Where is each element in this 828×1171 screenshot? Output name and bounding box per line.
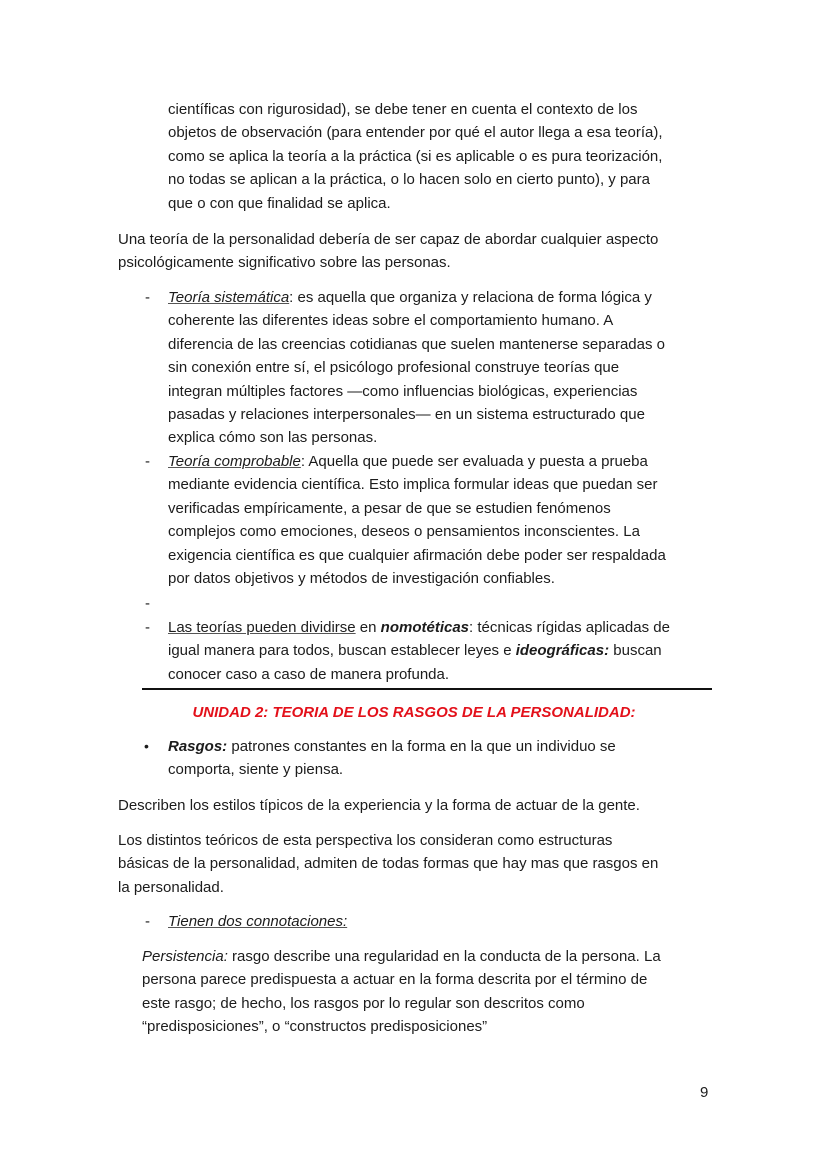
paragraph-intro bbox=[118, 228, 658, 275]
text-segment: Una teoría de la personalidad debería de ser capaz de abordar cualquier aspecto bbox=[118, 231, 659, 248]
emphasized-text: Teoría sistemática bbox=[168, 289, 290, 306]
text-line bbox=[168, 567, 666, 590]
text-line bbox=[142, 968, 661, 991]
text-segment: patrones constantes en la forma en la que un individuo se bbox=[227, 738, 616, 755]
list-dash: - bbox=[145, 289, 150, 306]
list-dash: - bbox=[145, 453, 150, 470]
text-line bbox=[168, 333, 665, 356]
text-line bbox=[168, 286, 665, 309]
emphasized-text: ideográficas: bbox=[515, 642, 610, 660]
text-segment: este rasgo; de hecho, los rasgos por lo regular son descritos como bbox=[142, 994, 585, 1012]
section-heading: UNIDAD 2: TEORIA DE LOS RASGOS DE LA PERSONALIDAD: bbox=[192, 704, 636, 721]
bullet-icon: • bbox=[144, 738, 149, 754]
text-segment: complejos como emociones, deseos o pensamientos inconscientes. La bbox=[168, 523, 640, 541]
list-item-tipos-teorias bbox=[168, 616, 670, 686]
text-segment: que o con que finalidad se aplica. bbox=[168, 194, 391, 212]
text-line bbox=[168, 544, 666, 567]
list-dash-empty: - bbox=[145, 595, 150, 612]
paragraph-describen bbox=[118, 794, 640, 817]
text-line bbox=[168, 380, 665, 403]
text-line bbox=[118, 228, 658, 251]
text-segment: : técnicas rígidas aplicadas de bbox=[469, 619, 670, 636]
text-segment: coherente las diferentes ideas sobre el comportamiento humano. A bbox=[168, 312, 614, 330]
text-segment: comporta, siente y piensa. bbox=[168, 761, 344, 779]
text-segment: objetos de observación (para entender por qué el autor llega a esa teoría), bbox=[168, 124, 663, 142]
text-segment: Describen los estilos típicos de la experiencia y la forma de actuar de la gente. bbox=[118, 797, 640, 814]
text-segment: integran múltiples factores —como influencias biológicas, experiencias bbox=[168, 382, 638, 400]
list-dash: - bbox=[145, 619, 150, 636]
text-line bbox=[118, 251, 658, 274]
text-segment: mediante evidencia científica. Esto implica formular ideas que puedan ser bbox=[168, 476, 658, 494]
text-line bbox=[168, 192, 663, 215]
bullet-item-rasgos bbox=[168, 735, 616, 782]
horizontal-rule bbox=[142, 688, 712, 690]
text-segment: en bbox=[355, 619, 381, 636]
paragraph-persistencia bbox=[142, 945, 661, 1039]
text-line bbox=[142, 945, 661, 968]
paragraph-top bbox=[168, 98, 663, 215]
list-item-teoria-comprobable bbox=[168, 450, 666, 590]
text-line bbox=[168, 450, 666, 473]
text-line bbox=[168, 168, 663, 191]
paragraph-teoricos bbox=[118, 829, 658, 899]
text-segment: : es aquella que organiza y relaciona de forma lógica y bbox=[289, 289, 652, 306]
text-segment: rasgo describe una regularidad en la conducta de la persona. La bbox=[227, 948, 661, 965]
text-segment: buscan bbox=[609, 642, 662, 660]
text-segment: Los distintos teóricos de esta perspectiva los consideran como estructuras bbox=[118, 832, 613, 849]
text-line bbox=[168, 497, 666, 520]
text-line bbox=[168, 520, 666, 543]
text-segment: la personalidad. bbox=[118, 878, 224, 896]
text-line bbox=[168, 426, 665, 449]
text-segment: “predisposiciones”, o “constructos predisposiciones” bbox=[142, 1018, 488, 1036]
text-segment: igual manera para todos, buscan establecer leyes e bbox=[168, 642, 516, 660]
text-segment: psicológicamente significativo sobre las personas. bbox=[118, 254, 451, 272]
text-segment: como se aplica la teoría a la práctica (si es aplicable o es pura teorización, bbox=[168, 147, 663, 165]
text-segment: explica cómo son las personas. bbox=[168, 429, 378, 447]
text-segment: pasadas y relaciones interpersonales— en un sistema estructurado que bbox=[168, 405, 645, 423]
text-line bbox=[168, 639, 670, 662]
text-segment: diferencia de las creencias cotidianas que suelen mantenerse separadas o bbox=[168, 335, 665, 353]
emphasized-text: nomotéticas bbox=[380, 619, 470, 636]
text-line bbox=[168, 309, 665, 332]
text-line bbox=[168, 663, 670, 686]
text-line bbox=[168, 758, 616, 781]
list-item-connotaciones bbox=[168, 910, 347, 933]
text-line bbox=[168, 473, 666, 496]
text-line bbox=[118, 852, 658, 875]
emphasized-text: Las teorías pueden dividirse bbox=[168, 619, 356, 636]
list-dash: - bbox=[145, 913, 150, 930]
text-line bbox=[118, 876, 658, 899]
text-segment: : Aquella que puede ser evaluada y puesta a prueba bbox=[300, 453, 648, 470]
text-line bbox=[168, 616, 670, 639]
text-segment: persona parece predispuesta a actuar en la forma descrita por el término de bbox=[142, 971, 648, 989]
text-line bbox=[118, 794, 640, 817]
text-line bbox=[168, 121, 663, 144]
list-item-teoria-sistematica bbox=[168, 286, 665, 450]
text-segment: por datos objetivos y métodos de investigación confiables. bbox=[168, 569, 555, 587]
page-number: 9 bbox=[700, 1084, 709, 1101]
text-segment: sin conexión entre sí, el psicólogo profesional construye teorías que bbox=[168, 359, 620, 377]
text-segment: básicas de la personalidad, admiten de todas formas que hay mas que rasgos en bbox=[118, 855, 659, 873]
emphasized-text: Tienen dos connotaciones: bbox=[168, 913, 348, 930]
text-segment: científicas con rigurosidad), se debe tener en cuenta el contexto de los bbox=[168, 101, 638, 118]
text-line bbox=[168, 735, 616, 758]
text-line bbox=[168, 98, 663, 121]
text-line bbox=[118, 829, 658, 852]
text-line bbox=[142, 992, 661, 1015]
text-line bbox=[168, 403, 665, 426]
emphasized-text: Teoría comprobable bbox=[168, 453, 301, 470]
text-line bbox=[142, 1015, 661, 1038]
text-line bbox=[168, 145, 663, 168]
text-line bbox=[168, 910, 347, 933]
text-segment: exigencia científica es que cualquier afirmación debe poder ser respaldada bbox=[168, 546, 666, 564]
text-segment: conocer caso a caso de manera profunda. bbox=[168, 665, 450, 683]
text-segment: no todas se aplican a la práctica, o lo hacen solo en cierto punto), y para bbox=[168, 171, 650, 189]
emphasized-text: Rasgos: bbox=[168, 738, 228, 755]
text-line bbox=[168, 356, 665, 379]
emphasized-text: Persistencia: bbox=[142, 948, 228, 965]
text-segment: verificadas empíricamente, a pesar de que se estudien fenómenos bbox=[168, 499, 611, 517]
